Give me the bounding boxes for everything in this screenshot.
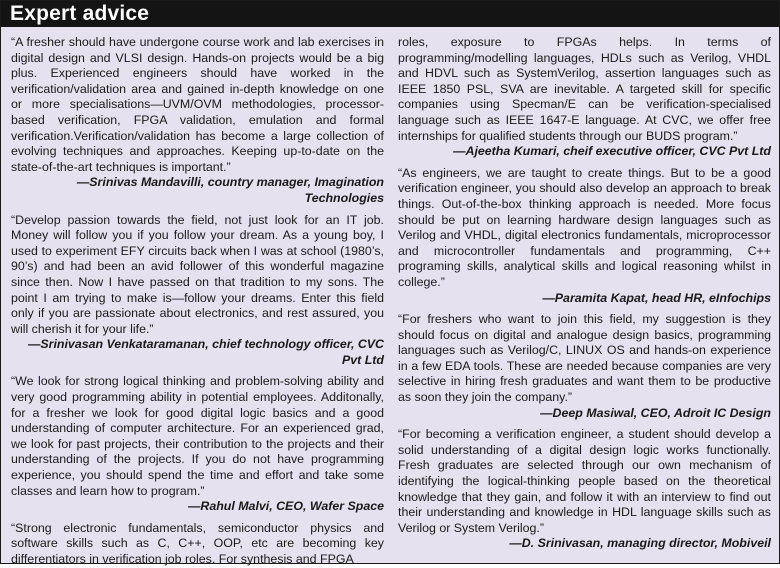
quote-attribution: —Ajeetha Kumari, cheif executive officer, CVC Pvt Ltd: [453, 144, 771, 159]
quote-attribution: —D. Srinivasan, managing director, Mobiveil: [509, 536, 771, 551]
quote-attribution: —Srinivas Mandavilli, country manager, Imagination Technologies: [76, 175, 384, 205]
quote-text: roles, exposure to FPGAs helps. In terms of programming/modelling languages, HDLs such as Verilog, VHDL and HDVL such as SystemVerilog, assertion languages such as IEEE 1850 PSL, SVA are inevitable. A targeted skill for specific companies using Specman/E can be verification-specialised language such as IEEE 1647-E language. At CVC, we offer free internships for qualified students through our BUDS program.”: [398, 35, 771, 143]
quote-attribution: —Deep Masiwal, CEO, Adroit IC Design: [540, 405, 771, 420]
box-title: Expert advice: [1, 1, 779, 27]
quote-attribution: —Srinivasan Venkataramanan, chief technology officer, CVC Pvt Ltd: [28, 337, 384, 367]
quote-attribution: —Paramita Kapat, head HR, eInfochips: [542, 290, 771, 305]
quote-attribution: —Rahul Malvi, CEO, Wafer Space: [187, 499, 384, 514]
quote-text: “A fresher should have undergone course work and lab exercises in digital design and VLSI design. Hands-on projects would be a big plus. Experienced engineers should have worked in the verification/validation area and gained in-depth knowledge on one or more specialisations—UVM/OVM methodologies, processor-based verification, FPGA validation, emulation and formal verification.Verification/validation has become a large collection of evolving techniques and approaches. Keeping up-to-date on the state-of-the-art techniques is important.”: [11, 35, 384, 174]
quote-text: “Strong electronic fundamentals, semiconductor physics and software skills such as C, C++, OOP, etc are becoming key differentiators in verification job roles. For synthesis and FPGA: [11, 520, 384, 566]
quote-text: “For freshers who want to join this field, my suggestion is they should focus on digital and analogue design basics, programming languages such as Verilog/C, LINUX OS and hands-on experience in a few EDA tools. These are needed because companies are very selective in hiring fresh graduates and want them to be productive as soon they join the company.”: [398, 312, 771, 405]
quote-text: “Develop passion towards the field, not just look for an IT job. Money will follow you if you follow your dream. As a young boy, I used to experiment EFY circuits back when I was at school (1980’s, 90’s) and had been an avid follower of this wonderful magazine since then. Now I have passed on that tradition to my sons. The point I am trying to make is—follow your dreams. Enter this field only if you are passionate about electronics, and rest assured, you will cherish it for your life.”: [11, 212, 384, 336]
quote-text: “For becoming a verification engineer, a student should develop a solid understanding of a digital design logic works functionally. Fresh graduates are selected through our own mechanism of identifying the logical-thinking people based on the theoretical knowledge that they gain, and follow it with an interview to find out their understanding and knowledge in HDL language skills such as Verilog or System Verilog.”: [398, 427, 771, 535]
quote-text: “We look for strong logical thinking and problem-solving ability and very good programming ability in potential employees. Additonally, for a fresher we look for good digital logic basics and a good understanding of computer architecture. For an experienced grad, we look for past projects, their contribution to the projects and their understanding of the projects. If you do not have programming experience, you should spend the time and effort and take some classes and learn how to program.”: [11, 374, 384, 498]
quote-text: “As engineers, we are taught to create things. But to be a good verification engineer, you should also develop an approach to break things. Out-of-the-box thinking approach is needed. More focus should be put on learning hardware design languages such as Verilog and VHDL, digital electronics fundamentals, microprocessor and microcontroller fundamentals and programming, C++ programing skills, analytical skills and logical reasoning whilst in college.”: [398, 165, 771, 289]
columns: [1, 27, 779, 568]
left-column: [11, 35, 384, 568]
right-column: [398, 35, 771, 568]
